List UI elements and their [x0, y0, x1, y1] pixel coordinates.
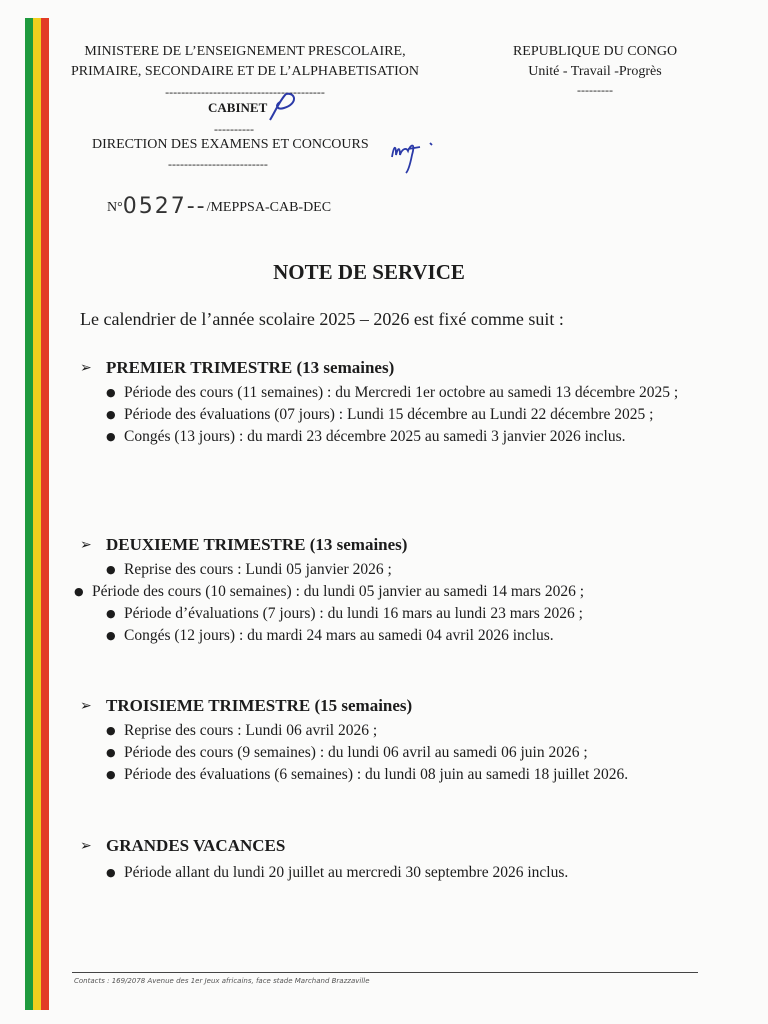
- bullet-icon: ●: [106, 866, 116, 879]
- ministry-dashes: ----------------------------------------: [165, 85, 325, 99]
- republic-motto: Unité - Travail -Progrès: [528, 64, 662, 79]
- bullet-icon: ●: [106, 724, 116, 737]
- intro-sentence: Le calendrier de l’année scolaire 2025 – 2026 est fixé comme suit :: [80, 309, 564, 329]
- reference-number: [107, 194, 331, 219]
- republic-name: REPUBLIQUE DU CONGO: [512, 44, 678, 59]
- ministry-line-1: MINISTERE DE L’ENSEIGNEMENT PRESCOLAIRE,: [84, 44, 406, 59]
- handwritten-number: 0527--: [122, 194, 207, 219]
- arrow-bullet-icon: ➢: [80, 360, 92, 376]
- bullet-icon: ●: [106, 629, 116, 642]
- cabinet-label: CABINET: [208, 100, 268, 115]
- list-item: ● Congés (12 jours) : du mardi 24 mars au samedi 04 avril 2026 inclus.: [80, 625, 690, 647]
- direction-initial-signature: [390, 135, 440, 175]
- arrow-bullet-icon: ➢: [80, 698, 92, 714]
- list-item: ● Congés (13 jours) : du mardi 23 décembre 2025 au samedi 3 janvier 2026 inclus.: [80, 426, 690, 448]
- document-title: NOTE DE SERVICE: [273, 260, 465, 284]
- list-item: ● Période allant du lundi 20 juillet au mercredi 30 septembre 2026 inclus.: [80, 862, 690, 884]
- republic-dashes: ---------: [577, 83, 613, 97]
- bullet-icon: ●: [106, 607, 116, 620]
- list-item: ● Période des évaluations (6 semaines) : du lundi 08 juin au samedi 18 juillet 2026.: [80, 764, 690, 786]
- arrow-bullet-icon: ➢: [80, 838, 92, 854]
- list-item: ● Période des cours (9 semaines) : du lundi 06 avril au samedi 06 juin 2026 ;: [80, 742, 690, 764]
- bullet-icon: ●: [106, 768, 116, 781]
- direction-dashes: -------------------------: [168, 157, 268, 171]
- footer-divider: [72, 972, 698, 973]
- number-suffix: /MEPPSA-CAB-DEC: [206, 200, 332, 215]
- section-title: ➢ GRANDES VACANCES: [80, 834, 690, 858]
- list-item: ● Période des cours (10 semaines) : du lundi 05 janvier au samedi 14 mars 2026 ;: [74, 583, 585, 600]
- section-title: ➢ TROISIEME TRIMESTRE (15 semaines): [80, 694, 690, 718]
- congo-flag-stripe: [25, 18, 49, 1010]
- republic-header: [495, 42, 695, 96]
- cabinet-dashes: ----------: [214, 122, 254, 136]
- bullet-icon: ●: [106, 386, 116, 399]
- list-item: ● Reprise des cours : Lundi 06 avril 2026 ;: [80, 720, 690, 742]
- list-item: ● Période d’évaluations (7 jours) : du lundi 16 mars au lundi 23 mars 2026 ;: [80, 603, 690, 625]
- flag-yellow-band: [33, 18, 41, 1010]
- list-item: ● Période des cours (11 semaines) : du Mercredi 1er octobre au samedi 13 décembre 2025 ;: [80, 382, 690, 404]
- flag-green-band: [25, 18, 33, 1010]
- bullet-icon: ●: [106, 408, 116, 421]
- arrow-bullet-icon: ➢: [80, 537, 92, 553]
- cabinet-initial-signature: [262, 90, 302, 124]
- direction-label: DIRECTION DES EXAMENS ET CONCOURS: [92, 137, 369, 152]
- ministry-line-2: PRIMAIRE, SECONDAIRE ET DE L’ALPHABETISATION: [70, 64, 420, 79]
- bullet-icon: ●: [106, 746, 116, 759]
- section-title: ➢ PREMIER TRIMESTRE (13 semaines): [80, 356, 690, 380]
- section-title: ➢ DEUXIEME TRIMESTRE (13 semaines): [80, 533, 690, 557]
- list-item: ● Période des évaluations (07 jours) : Lundi 15 décembre au Lundi 22 décembre 2025 ;: [80, 404, 690, 426]
- list-item: ● Reprise des cours : Lundi 05 janvier 2026 ;: [80, 559, 690, 581]
- section-troisieme-trimestre: [80, 694, 690, 786]
- bullet-icon: ●: [106, 430, 116, 443]
- flag-red-band: [41, 18, 49, 1010]
- number-prefix: N°: [107, 200, 123, 215]
- section-premier-trimestre: [80, 356, 690, 448]
- ministry-header: [55, 42, 435, 98]
- footer-contacts: Contacts : 169/2078 Avenue des 1er Jeux africains, face stade Marchand Brazzaville: [74, 977, 370, 985]
- section-deuxieme-trimestre: [74, 533, 690, 647]
- bullet-icon: ●: [106, 563, 116, 576]
- section-grandes-vacances: [80, 834, 690, 884]
